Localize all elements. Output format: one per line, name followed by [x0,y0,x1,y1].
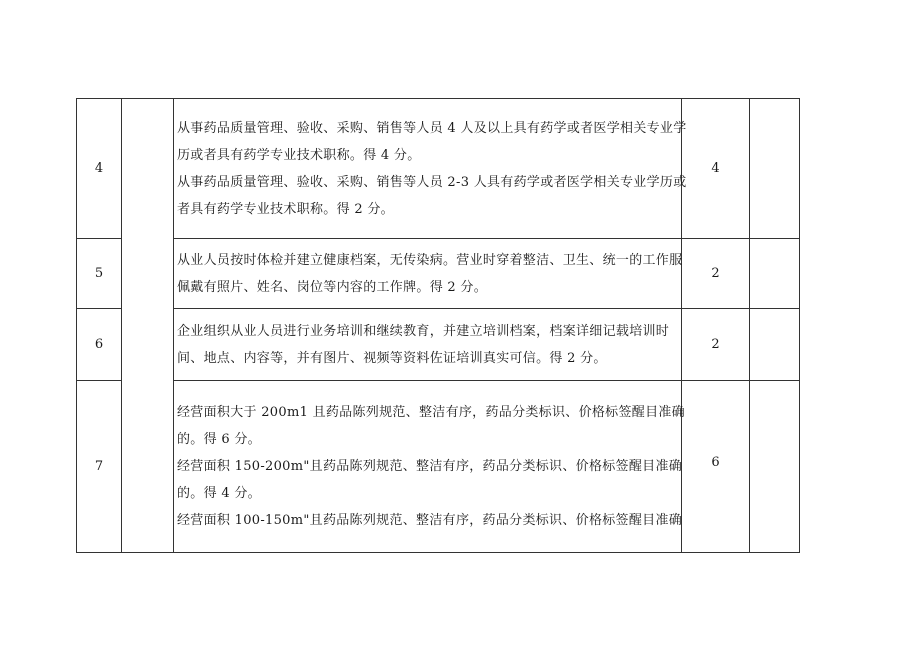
table-row [77,381,800,553]
remarks-cell [750,381,800,553]
item-number: 7 [77,381,122,553]
criteria-line: 的。得 6 分。 [177,432,261,447]
criteria-line: 的。得 4 分。 [177,486,261,501]
criteria-text [174,381,685,553]
table-row [77,309,800,381]
criteria-line: 经营面积大于 200m1 且药品陈列规范、整洁有序，药品分类标识、价格标签醒目准确 [177,405,685,420]
criteria-text [174,309,682,381]
criteria-line: 企业组织从业人员进行业务培训和继续教育，并建立培训档案，档案详细记载培训时 [177,323,670,339]
score-cell: 2 [682,309,750,381]
remarks-cell [750,239,800,309]
criteria-line: 者具有药学专业技术职称。得 2 分。 [177,201,394,217]
criteria-text [174,99,687,239]
criteria-line: 从事药品质量管理、验收、采购、销售等人员 2-3 人具有药学或者医学相关专业学历或 [177,174,687,190]
criteria-line: 从业人员按时体检并建立健康档案，无传染病。营业时穿着整洁、卫生、统一的工作服 [177,252,683,268]
criteria-line: 从事药品质量管理、验收、采购、销售等人员 4 人及以上具有药学或者医学相关专业学 [177,120,687,136]
table-row [77,99,800,239]
item-number: 5 [77,239,122,309]
item-number: 6 [77,309,122,381]
criteria-text [174,239,682,309]
criteria-line: 经营面积 100-150m"且药品陈列规范、整洁有序，药品分类标识、价格标签醒目准确 [177,513,683,528]
score-cell: 4 [682,99,750,239]
table-row [77,239,800,309]
scoring-table [76,98,800,553]
remarks-cell [750,99,800,239]
score-cell: 2 [682,239,750,309]
criteria-line: 佩戴有照片、姓名、岗位等内容的工作牌。得 2 分。 [177,279,488,295]
item-number: 4 [77,99,122,239]
remarks-cell [750,309,800,381]
score-cell: 6 [682,381,750,553]
criteria-line: 间、地点、内容等，并有图片、视频等资料佐证培训真实可信。得 2 分。 [177,350,607,366]
category-cell [122,99,174,553]
criteria-line: 经营面积 150-200m"且药品陈列规范、整洁有序，药品分类标识、价格标签醒目准确 [177,459,683,474]
criteria-line: 历或者具有药学专业技术职称。得 4 分。 [177,147,421,163]
